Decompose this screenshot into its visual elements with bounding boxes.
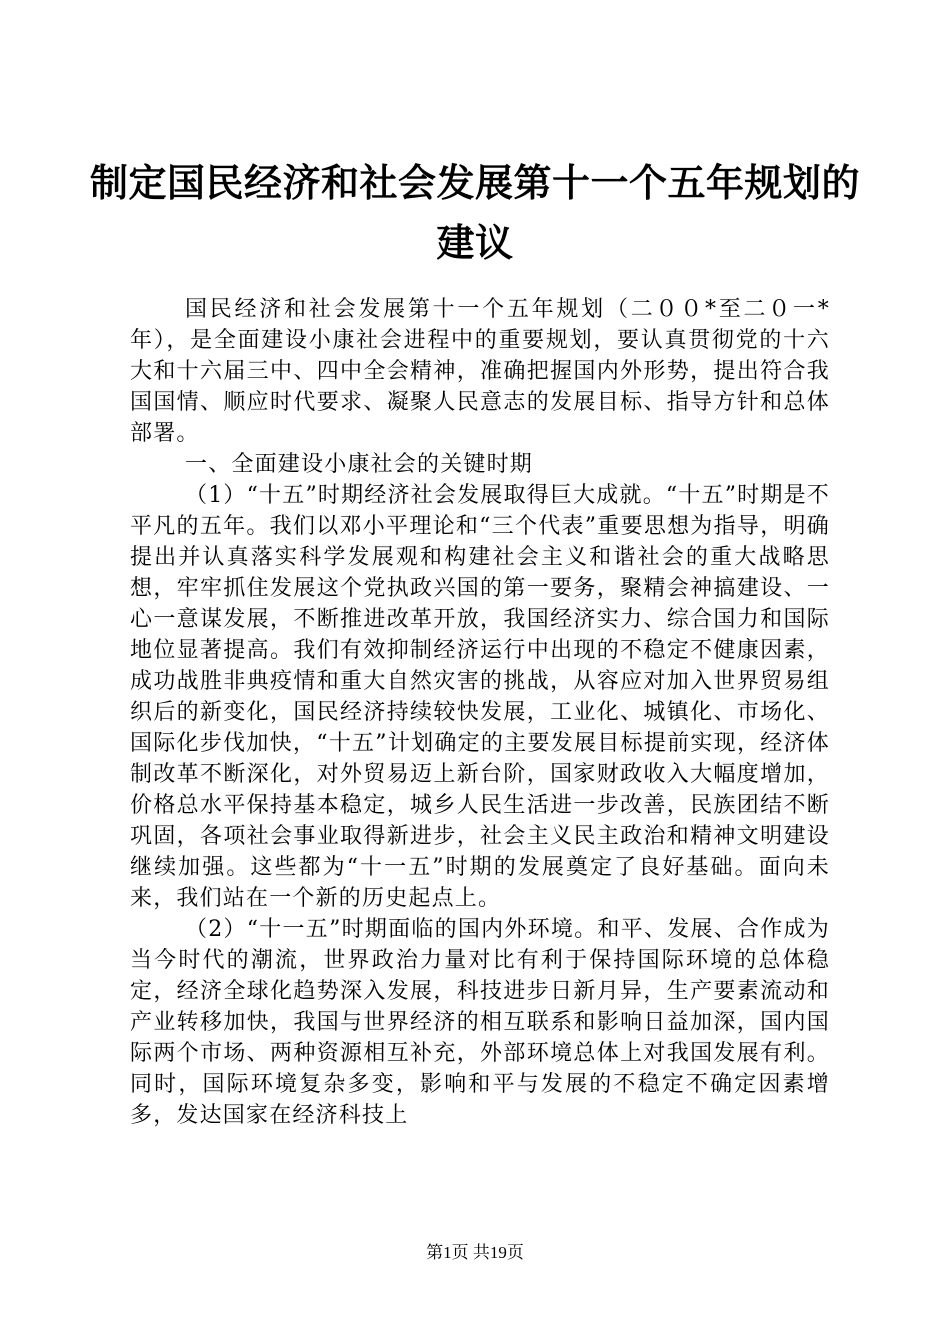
document-title bbox=[0, 153, 950, 273]
page-footer: 第1页 共19页 bbox=[426, 1243, 524, 1262]
title-line-2: 建议 bbox=[436, 221, 514, 265]
paragraph-intro: 国民经济和社会发展第十一个五年规划（二００*至二０一*年），是全面建设小康社会进程中的重要规划，要认真贯彻党的十六大和十六届三中、四中全会精神，准确把握国内外形势，提出符合我国国情、顺应时代要求、凝聚人民意志的发展目标、指导方针和总体部署。 bbox=[130, 297, 830, 446]
title-line-1: 制定国民经济和社会发展第十一个五年规划的 bbox=[89, 161, 860, 205]
paragraph-2: （2）“十一五”时期面临的国内外环境。和平、发展、合作成为当今时代的潮流，世界政治力量对比有利于保持国际环境的总体稳定，经济全球化趋势深入发展，科技进步日新月异，生产要素流动和产业转移加快，我国与世界经济的相互联系和影响日益加深，国内国际两个市场、两种资源相互补充，外部环境总体上对我国发展有利。同时，国际环境复杂多变，影响和平与发展的不稳定不确定因素增多，发达国家在经济科技上 bbox=[130, 917, 830, 1128]
paragraph-1: （1）“十五”时期经济社会发展取得巨大成就。“十五”时期是不平凡的五年。我们以邓小平理论和“三个代表”重要思想为指导，明确提出并认真落实科学发展观和构建社会主义和谐社会的重大战略思想，牢牢抓住发展这个党执政兴国的第一要务，聚精会神搞建设、一心一意谋发展，不断推进改革开放，我国经济实力、综合国力和国际地位显著提高。我们有效抑制经济运行中出现的不稳定不健康因素，成功战胜非典疫情和重大自然灾害的挑战，从容应对加入世界贸易组织后的新变化，国民经济持续较快发展，工业化、城镇化、市场化、国际化步伐加快，“十五”计划确定的主要发展目标提前实现，经济体制改革不断深化，对外贸易迈上新台阶，国家财政收入大幅度增加，价格总水平保持基本稳定，城乡人民生活进一步改善，民族团结不断巩固，各项社会事业取得新进步，社会主义民主政治和精神文明建设继续加强。这些都为“十一五”时期的发展奠定了良好基础。面向未来，我们站在一个新的历史起点上。 bbox=[130, 483, 830, 911]
document-body bbox=[130, 294, 830, 1131]
section-heading: 一、全面建设小康社会的关键时期 bbox=[185, 452, 534, 477]
